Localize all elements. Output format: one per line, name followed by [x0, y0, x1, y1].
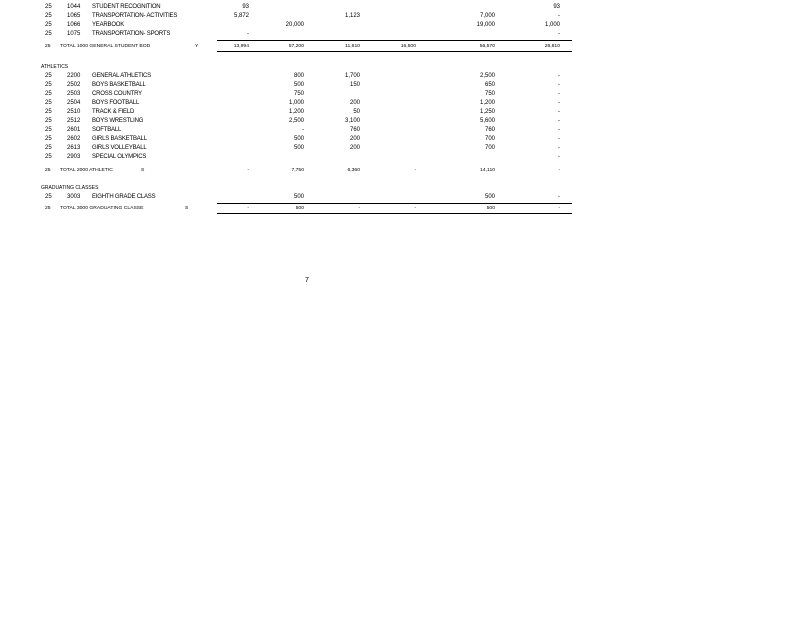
- account-code: 2903: [67, 154, 81, 160]
- table-row: [0, 126, 800, 135]
- value-col-2: 500: [293, 194, 304, 200]
- total-rule: [217, 40, 572, 41]
- total-flag: S: [185, 205, 189, 211]
- total-rule: [217, 213, 572, 214]
- fund-cell: 25: [45, 145, 52, 151]
- value-col-6: 93: [553, 4, 560, 10]
- value-col-5: 700: [484, 145, 495, 151]
- total-col-1: 13,994: [233, 43, 249, 49]
- total-label: TOTAL 2000 ATHLETIC: [60, 167, 113, 173]
- value-col-5: 5,600: [479, 118, 495, 124]
- value-col-6: -: [558, 127, 560, 133]
- value-col-6: -: [558, 73, 560, 79]
- value-col-6: -: [558, 145, 560, 151]
- value-col-6: -: [558, 118, 560, 124]
- value-col-6: -: [558, 154, 560, 160]
- account-description: CROSS COUNTRY: [92, 91, 142, 97]
- account-description: BOYS WRESTLING: [92, 118, 144, 124]
- account-code: 3003: [67, 194, 81, 200]
- account-description: SOFTBALL: [92, 127, 122, 133]
- account-code: 2510: [67, 109, 81, 115]
- table-row: [0, 3, 800, 12]
- value-col-6: -: [558, 31, 560, 37]
- value-col-3: 200: [349, 136, 360, 142]
- value-col-5: 1,250: [479, 109, 495, 115]
- page-number: 7: [305, 277, 309, 284]
- total-col-6: -: [558, 167, 560, 173]
- value-col-3: 3,100: [344, 118, 360, 124]
- account-description: TRANSPORTATION- ACTIVITIES: [92, 13, 178, 19]
- fund-cell: 25: [45, 194, 52, 200]
- account-description: BOYS FOOTBALL: [92, 100, 140, 106]
- total-col-4: -: [414, 167, 416, 173]
- total-row: [0, 42, 800, 50]
- value-col-3: 200: [349, 145, 360, 151]
- value-col-2: 500: [293, 82, 304, 88]
- table-row: [0, 72, 800, 81]
- total-col-1: -: [247, 167, 249, 173]
- account-code: 2512: [67, 118, 81, 124]
- account-code: 1066: [67, 22, 81, 28]
- value-col-6: -: [558, 82, 560, 88]
- section-title: ATHLETICS: [41, 64, 69, 70]
- account-description: EIGHTH GRADE CLASS: [92, 194, 156, 200]
- account-description: GIRLS VOLLEYBALL: [92, 145, 147, 151]
- total-label: TOTAL 3000 GRADUATING CLASSE: [60, 205, 144, 211]
- value-col-5: 750: [484, 91, 495, 97]
- total-col-2: 7,750: [291, 167, 304, 173]
- fund-cell: 25: [45, 82, 52, 88]
- account-description: STUDENT RECOGNITION: [92, 4, 161, 10]
- section-title: GRADUATING CLASSES: [41, 185, 99, 191]
- account-code: 2503: [67, 91, 81, 97]
- fund-cell: 25: [45, 127, 52, 133]
- value-col-1: 5,872: [233, 13, 249, 19]
- table-row: [0, 135, 800, 144]
- value-col-2: -: [302, 127, 304, 133]
- total-col-3: -: [358, 205, 360, 211]
- table-row: [0, 30, 800, 39]
- value-col-6: -: [558, 13, 560, 19]
- fund-cell: 25: [45, 205, 51, 211]
- value-col-5: 2,500: [479, 73, 495, 79]
- value-col-2: 800: [293, 73, 304, 79]
- fund-cell: 25: [45, 167, 51, 173]
- value-col-5: 7,000: [479, 13, 495, 19]
- total-label: TOTAL 1000 GENERAL STUDENT BOD: [60, 43, 151, 49]
- fund-cell: 25: [45, 100, 52, 106]
- total-flag: Y: [195, 43, 199, 49]
- account-description: BOYS BASKETBALL: [92, 82, 146, 88]
- account-description: GIRLS BASKETBALL: [92, 136, 147, 142]
- table-row: [0, 144, 800, 153]
- total-col-4: -: [414, 205, 416, 211]
- value-col-6: -: [558, 136, 560, 142]
- table-row: [0, 108, 800, 117]
- value-col-3: 1,700: [344, 73, 360, 79]
- table-row: [0, 193, 800, 202]
- value-col-2: 1,200: [288, 109, 304, 115]
- account-code: 1044: [67, 4, 81, 10]
- table-row: [0, 99, 800, 108]
- account-code: 2502: [67, 82, 81, 88]
- value-col-3: 760: [349, 127, 360, 133]
- value-col-3: 50: [353, 109, 360, 115]
- value-col-5: 1,200: [479, 100, 495, 106]
- value-col-5: 700: [484, 136, 495, 142]
- value-col-5: 500: [484, 194, 495, 200]
- value-col-6: -: [558, 100, 560, 106]
- value-col-1: 93: [242, 4, 249, 10]
- value-col-2: 1,000: [288, 100, 304, 106]
- value-col-2: 500: [293, 136, 304, 142]
- total-row: [0, 204, 800, 212]
- account-code: 2504: [67, 100, 81, 106]
- fund-cell: 25: [45, 4, 52, 10]
- value-col-3: 1,123: [344, 13, 360, 19]
- total-col-3: 6,360: [347, 167, 360, 173]
- account-code: 2601: [67, 127, 81, 133]
- account-description: SPECIAL OLYMPICS: [92, 154, 147, 160]
- total-col-5: 56,570: [479, 43, 495, 49]
- value-col-5: 650: [484, 82, 495, 88]
- total-col-4: 16,500: [400, 43, 416, 49]
- total-row: [0, 166, 800, 174]
- table-row: [0, 117, 800, 126]
- fund-cell: 25: [45, 91, 52, 97]
- table-row: [0, 90, 800, 99]
- total-col-6: 26,810: [544, 43, 560, 49]
- total-flag: S: [141, 167, 145, 173]
- fund-cell: 25: [45, 73, 52, 79]
- account-description: TRACK & FIELD: [92, 109, 135, 115]
- value-col-5: 19,000: [476, 22, 495, 28]
- total-col-2: 500: [295, 205, 304, 211]
- total-col-5: 14,110: [480, 167, 495, 173]
- value-col-3: 150: [349, 82, 360, 88]
- fund-cell: 25: [45, 31, 52, 37]
- value-col-2: 2,500: [288, 118, 304, 124]
- value-col-6: 1,000: [544, 22, 560, 28]
- value-col-3: 200: [349, 100, 360, 106]
- fund-cell: 25: [45, 109, 52, 115]
- value-col-2: 750: [293, 91, 304, 97]
- account-code: 2602: [67, 136, 81, 142]
- value-col-6: -: [558, 194, 560, 200]
- value-col-6: -: [558, 91, 560, 97]
- fund-cell: 25: [45, 154, 52, 160]
- total-col-6: -: [558, 205, 560, 211]
- total-col-3: 11,610: [345, 43, 360, 49]
- total-col-2: 57,200: [288, 43, 304, 49]
- fund-cell: 25: [45, 136, 52, 142]
- total-col-5: 500: [486, 205, 495, 211]
- value-col-2: 20,000: [285, 22, 304, 28]
- total-col-1: -: [247, 205, 249, 211]
- account-description: TRANSPORTATION- SPORTS: [92, 31, 171, 37]
- account-code: 2200: [67, 73, 81, 79]
- account-code: 1065: [67, 13, 81, 19]
- value-col-1: -: [247, 31, 249, 37]
- table-row: [0, 81, 800, 90]
- fund-cell: 25: [45, 13, 52, 19]
- table-row: [0, 21, 800, 30]
- table-row: [0, 153, 800, 162]
- total-rule: [217, 51, 572, 52]
- account-description: GENERAL ATHLETICS: [92, 73, 151, 79]
- value-col-6: -: [558, 109, 560, 115]
- fund-cell: 25: [45, 43, 51, 49]
- account-code: 1075: [67, 31, 81, 37]
- fund-cell: 25: [45, 118, 52, 124]
- account-code: 2613: [67, 145, 81, 151]
- account-description: YEARBOOK: [92, 22, 125, 28]
- value-col-2: 500: [293, 145, 304, 151]
- value-col-5: 760: [484, 127, 495, 133]
- table-row: [0, 12, 800, 21]
- fund-cell: 25: [45, 22, 52, 28]
